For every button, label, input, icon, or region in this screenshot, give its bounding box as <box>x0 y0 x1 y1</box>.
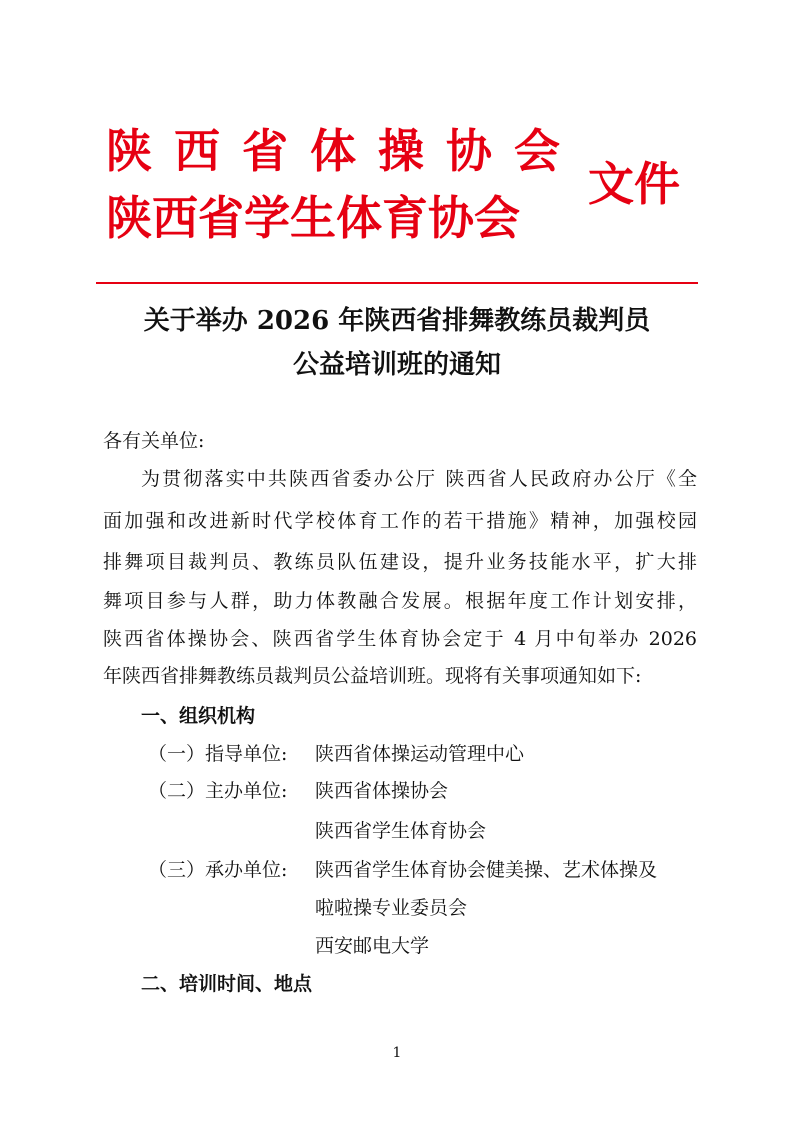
issuer-name-1: 陕西省体操协会 <box>106 124 582 178</box>
item-value-host: 陕西省体操协会 <box>315 780 449 802</box>
intro-line: 舞项目参与人群，助力体教融合发展。根据年度工作计划安排， <box>103 590 697 612</box>
intro-line: 排舞项目裁判员、教练员队伍建设，提升业务技能水平，扩大排 <box>103 551 697 573</box>
item-value-organizer: 啦啦操专业委员会 <box>315 897 468 919</box>
item-value-organizer: 西安邮电大学 <box>315 935 430 957</box>
item-label-guidance: （一）指导单位: <box>148 743 288 765</box>
salutation: 各有关单位: <box>103 430 205 452</box>
header-divider <box>96 282 698 284</box>
issuer-name-2: 陕西省学生体育协会 <box>106 191 520 245</box>
item-label-organizer: （三）承办单位: <box>148 859 288 881</box>
document-title-line-1: 关于举办 2026 年陕西省排舞教练员裁判员 <box>143 306 651 336</box>
document-title-line-2: 公益培训班的通知 <box>292 350 501 380</box>
intro-line: 为贯彻落实中共陕西省委办公厅 陕西省人民政府办公厅《全 <box>141 468 697 490</box>
item-label-host: （二）主办单位: <box>148 780 288 802</box>
page-number: 1 <box>392 1045 402 1061</box>
intro-line: 陕西省体操协会、陕西省学生体育协会定于 4 月中旬举办 2026 <box>103 628 697 650</box>
section-heading-organization: 一、组织机构 <box>141 705 256 727</box>
document-type-label: 文件 <box>588 157 680 211</box>
item-value-guidance: 陕西省体操运动管理中心 <box>315 743 525 765</box>
section-heading-time-place: 二、培训时间、地点 <box>141 973 313 995</box>
intro-line: 面加强和改进新时代学校体育工作的若干措施》精神，加强校园 <box>103 510 697 532</box>
item-value-host: 陕西省学生体育协会 <box>315 820 487 842</box>
intro-line: 年陕西省排舞教练员裁判员公益培训班。现将有关事项通知如下: <box>103 665 642 687</box>
item-value-organizer: 陕西省学生体育协会健美操、艺术体操及 <box>315 859 658 881</box>
